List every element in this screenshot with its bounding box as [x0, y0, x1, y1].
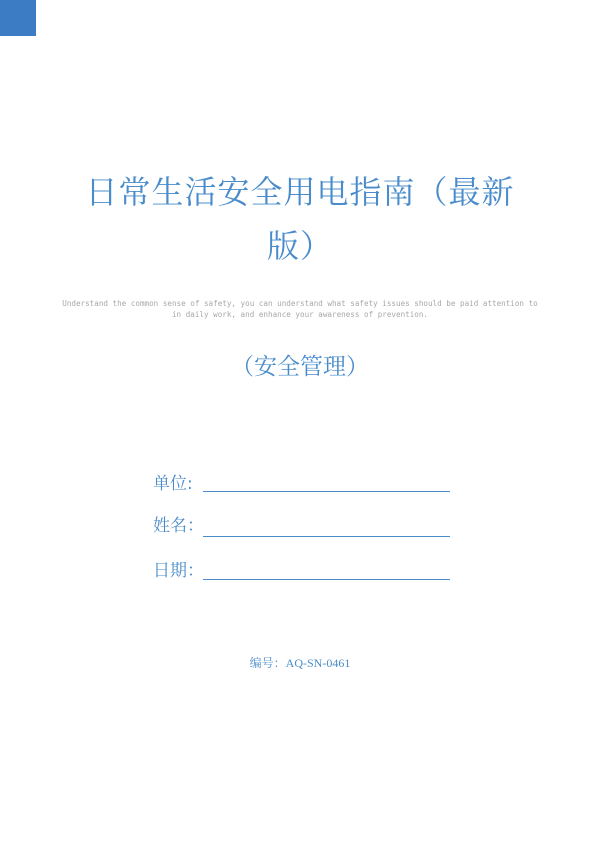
corner-decoration [0, 0, 36, 36]
unit-input-line[interactable] [203, 491, 450, 492]
unit-label: 单位: [153, 474, 193, 494]
document-subtitle: Understand the common sense of safety, you can understand what safety issues should be paid attention to in daily work, and enhance your awareness of prevention. [62, 299, 538, 319]
document-number: 编号：AQ-SN-0461 [249, 656, 351, 670]
document-category: （安全管理） [231, 354, 369, 380]
date-input-line[interactable] [203, 579, 450, 580]
document-title-line-1: 日常生活安全用电指南（最新 [85, 173, 515, 211]
name-field [153, 514, 204, 538]
date-field [153, 559, 204, 583]
name-label: 姓名： [153, 516, 204, 536]
document-title-line-2: 版） [266, 227, 333, 265]
date-label: 日期： [153, 561, 204, 581]
name-input-line[interactable] [203, 536, 450, 537]
unit-field [153, 472, 193, 496]
